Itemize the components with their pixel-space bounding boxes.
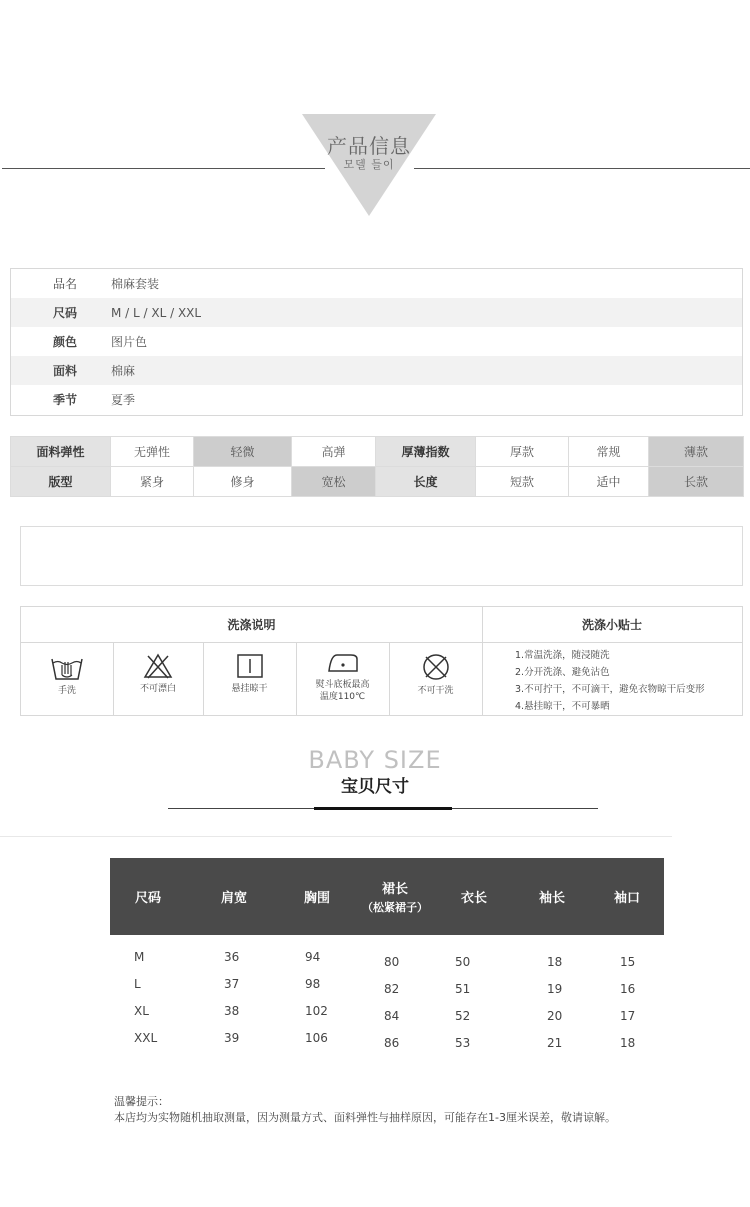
- info-label: 颜色: [53, 335, 78, 349]
- empty-panel: [20, 526, 743, 586]
- size-cell: 38: [224, 1004, 240, 1018]
- info-label: 面料: [53, 364, 78, 378]
- attribute-option: 适中: [569, 467, 649, 497]
- attribute-option-selected: 宽松: [292, 467, 376, 497]
- wash-item: [203, 643, 296, 715]
- info-row: [11, 327, 742, 356]
- section-title: 产品信息: [327, 134, 411, 158]
- info-value: M / L / XL / XXL: [111, 305, 202, 320]
- size-cell: 16: [620, 982, 636, 996]
- attribute-option-selected: 薄款: [649, 437, 744, 467]
- size-col-header: [438, 858, 510, 935]
- header-text: 肩宽: [220, 891, 247, 906]
- info-value: 夏季: [111, 393, 136, 407]
- wash-item: [113, 643, 203, 715]
- size-col-header: [594, 858, 660, 935]
- wash-label: 熨斗底板最高: [315, 680, 370, 690]
- size-cell: 51: [455, 982, 471, 996]
- wash-tips-list: [515, 647, 705, 715]
- attribute-option: 修身: [194, 467, 292, 497]
- size-col-header: [510, 858, 594, 935]
- heading-rule-accent: [314, 807, 452, 810]
- no-dry-clean-icon: [421, 653, 451, 681]
- size-cell: 82: [384, 982, 400, 996]
- wash-tip: 4.悬挂晾干，不可暴晒: [515, 701, 610, 712]
- info-row: [11, 298, 742, 327]
- size-cell: 21: [547, 1036, 563, 1050]
- wash-label: 不可漂白: [139, 684, 176, 694]
- section-subtitle: 모델 들이: [343, 158, 395, 171]
- hand-wash-icon: [50, 653, 84, 681]
- header-text: 胸围: [303, 891, 330, 906]
- info-value: 图片色: [111, 335, 148, 349]
- attribute-label: 长度: [376, 467, 476, 497]
- size-cell: XXL: [134, 1031, 158, 1045]
- info-value: 棉麻: [111, 364, 136, 378]
- wash-tip: 2.分开洗涤、避免沾色: [515, 667, 610, 678]
- attribute-label: 版型: [11, 467, 111, 497]
- size-cell: 17: [620, 1009, 636, 1023]
- attribute-label: 厚薄指数: [376, 437, 476, 467]
- attribute-option: 短款: [476, 467, 569, 497]
- info-row: [11, 385, 742, 414]
- no-bleach-icon: [143, 653, 173, 679]
- attribute-row-elasticity: [11, 437, 744, 467]
- wash-label: 手洗: [57, 686, 76, 696]
- attribute-option: 紧身: [111, 467, 194, 497]
- wash-tip: 1.常温洗涤，随浸随洗: [515, 650, 610, 661]
- size-table-header: [110, 858, 664, 935]
- size-cell: 80: [384, 955, 400, 969]
- size-cell: 102: [305, 1004, 328, 1018]
- attribute-grid: [10, 436, 744, 497]
- header-text: 袖长: [538, 891, 565, 906]
- size-cell: 15: [620, 955, 636, 969]
- size-cell: 52: [455, 1009, 471, 1023]
- attribute-option: 无弹性: [111, 437, 194, 467]
- notice-text: 本店均为实物随机抽取测量，因为测量方式、面料弹性与抽样原因，可能存在1-3厘米误差，敬请谅解。: [114, 1111, 616, 1124]
- notice-title: 温馨提示：: [114, 1095, 169, 1108]
- iron-icon: [325, 651, 361, 675]
- header-text: 袖口: [613, 891, 640, 906]
- header-text: 尺码: [134, 891, 161, 906]
- size-cell: 86: [384, 1036, 400, 1050]
- info-value: 棉麻套装: [111, 277, 160, 291]
- attribute-option: 常规: [569, 437, 649, 467]
- size-col-header: [110, 858, 186, 935]
- size-cell: 19: [547, 982, 563, 996]
- info-label: 尺码: [53, 306, 78, 320]
- size-col-header: [186, 858, 282, 935]
- size-cell: 94: [305, 950, 321, 964]
- size-col-header: [352, 858, 438, 935]
- wash-label-line2: 温度110℃: [319, 692, 366, 702]
- header-note: （松紧裙子）: [362, 901, 428, 914]
- size-cell: M: [134, 950, 145, 964]
- wash-tips-title: 洗涤小贴士: [482, 607, 742, 643]
- size-cell: 106: [305, 1031, 328, 1045]
- wash-item: [296, 643, 389, 715]
- size-cell: 53: [455, 1036, 471, 1050]
- divider: [0, 836, 672, 837]
- attribute-option: 高弹: [292, 437, 376, 467]
- attribute-option-selected: 长款: [649, 467, 744, 497]
- wash-title: 洗涤说明: [21, 607, 482, 643]
- info-row: [11, 356, 742, 385]
- size-cell: 50: [455, 955, 471, 969]
- wash-label: 不可干洗: [417, 686, 454, 696]
- size-cell: 36: [224, 950, 240, 964]
- wash-label: 悬挂晾干: [231, 684, 268, 694]
- size-cell: 98: [305, 977, 321, 991]
- header-text: 衣长: [460, 891, 487, 906]
- wash-item: [389, 643, 482, 715]
- wash-item: [21, 643, 113, 715]
- size-cell: 18: [620, 1036, 636, 1050]
- size-cell: 39: [224, 1031, 240, 1045]
- size-cell: XL: [134, 1004, 149, 1018]
- header-rule-left: [2, 168, 325, 169]
- size-heading-en: BABY SIZE: [308, 746, 442, 774]
- header-text: 裙长: [381, 882, 408, 897]
- info-label: 季节: [53, 393, 78, 407]
- size-cell: 18: [547, 955, 563, 969]
- wash-instructions: [20, 606, 743, 716]
- product-info-table: [10, 268, 743, 416]
- size-cell: 20: [547, 1009, 563, 1023]
- size-heading-cn: 宝贝尺寸: [341, 777, 409, 797]
- hang-dry-icon: [236, 653, 264, 679]
- header-rule-right: [414, 168, 750, 169]
- size-col-header: [282, 858, 352, 935]
- wash-tip: 3.不可拧干，不可滴干，避免衣物晾干后变形: [515, 684, 705, 695]
- size-cell: L: [134, 977, 141, 991]
- info-row: [11, 269, 742, 298]
- attribute-row-fit: [11, 467, 744, 497]
- attribute-label: 面料弹性: [11, 437, 111, 467]
- attribute-option-selected: 轻微: [194, 437, 292, 467]
- divider: [482, 607, 483, 715]
- info-label: 品名: [53, 277, 78, 291]
- size-cell: 84: [384, 1009, 400, 1023]
- attribute-option: 厚款: [476, 437, 569, 467]
- size-cell: 37: [224, 977, 240, 991]
